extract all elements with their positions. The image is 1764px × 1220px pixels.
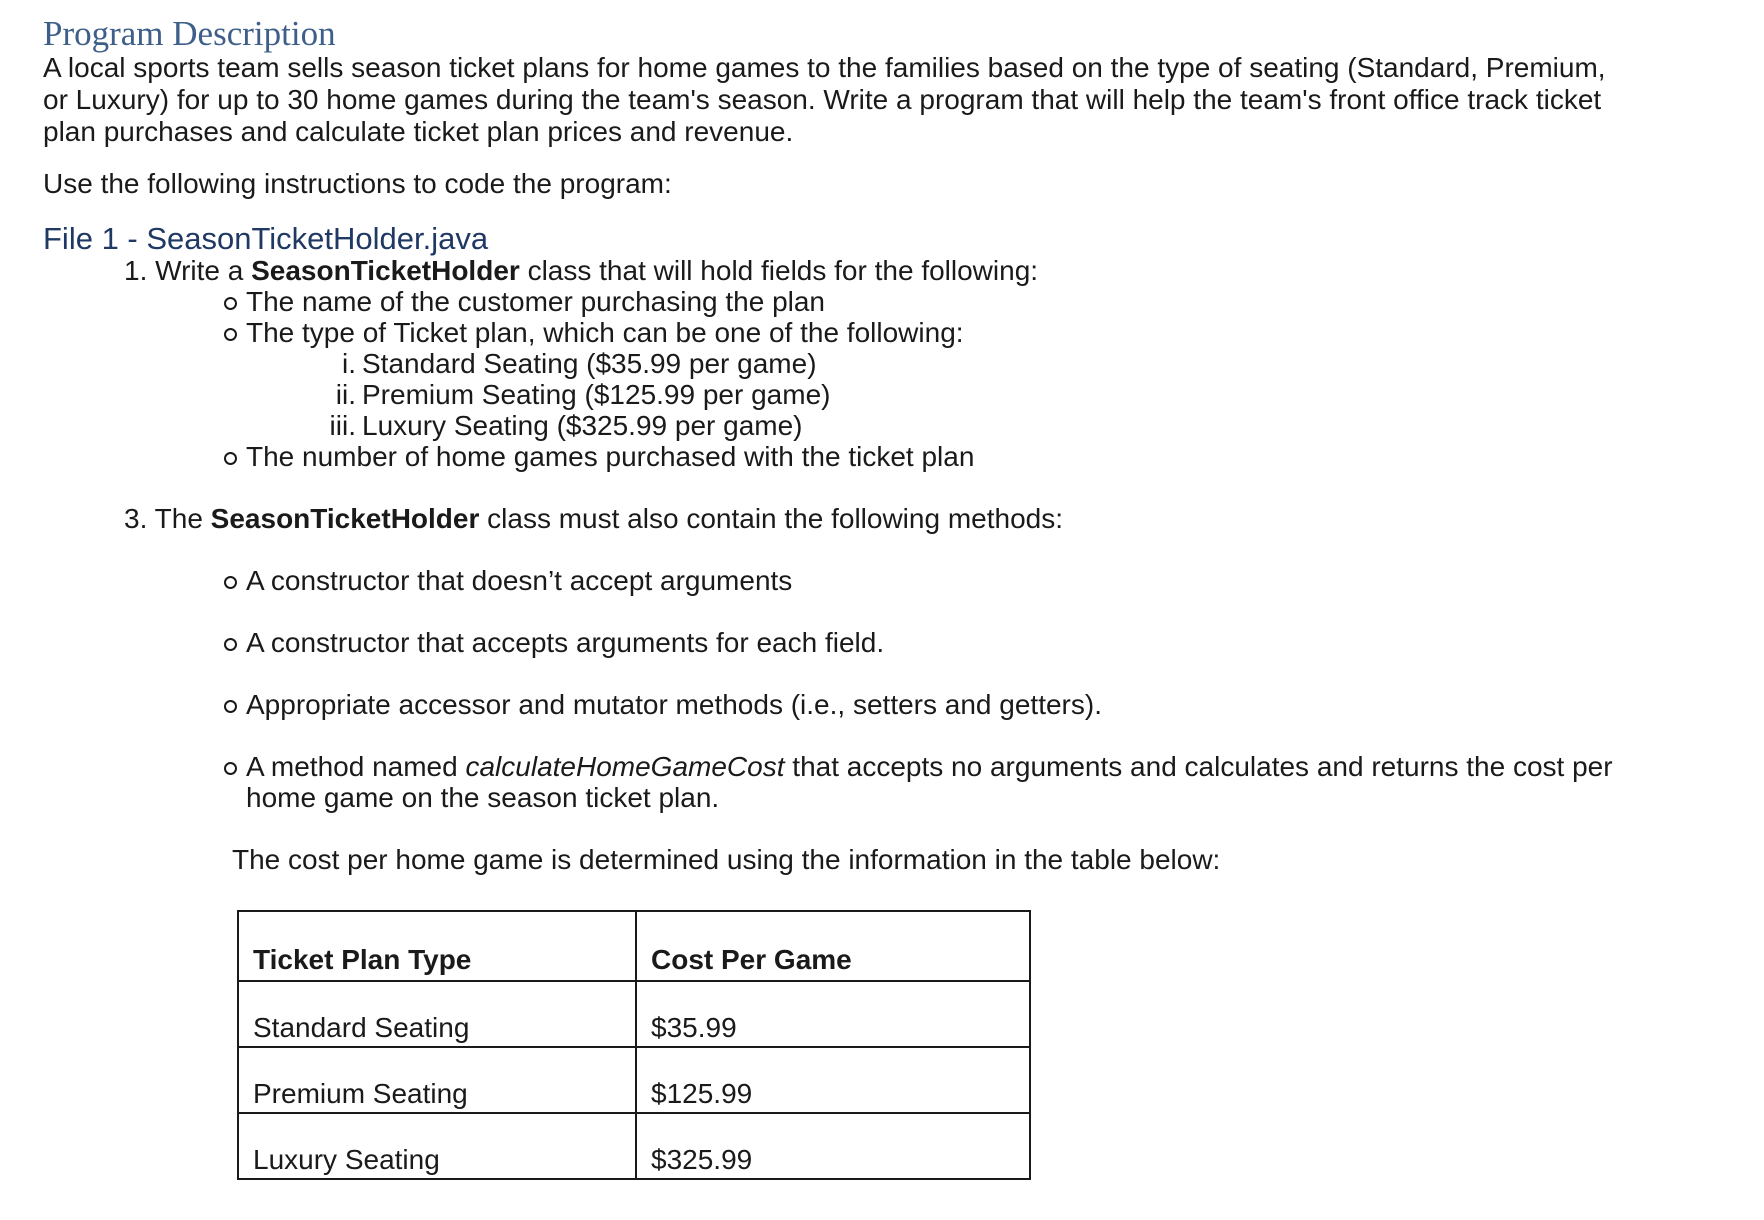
method4-line2: home game on the season ticket plan. [246, 782, 720, 813]
cost-table [237, 910, 1031, 1180]
field-item: The name of the customer purchasing the plan [246, 286, 826, 317]
file-heading: File 1 - SeasonTicketHolder.java [43, 221, 489, 256]
plan-option-text: Standard Seating ($35.99 per game) [362, 348, 817, 379]
table-row [238, 1047, 1030, 1113]
table-intro: The cost per home game is determined using the information in the table below: [232, 844, 1221, 875]
method4-name: calculateHomeGameCost [465, 751, 785, 782]
intro-line: A local sports team sells season ticket plans for home games to the families based on the type of seating (Standard, Premium, [43, 52, 1606, 83]
circle-bullet-icon [224, 762, 237, 775]
intro-line: plan purchases and calculate ticket plan prices and revenue. [43, 116, 794, 147]
intro-line: or Luxury) for up to 30 home games during the team's season. Write a program that will help the team's front office track ticket [43, 84, 1602, 115]
table-header: Ticket Plan Type [238, 911, 636, 981]
table-cell: $325.99 [636, 1113, 1030, 1179]
plan-option-text: Luxury Seating ($325.99 per game) [362, 410, 803, 441]
circle-bullet-icon [224, 700, 237, 713]
table-cell: Luxury Seating [238, 1113, 636, 1179]
item1-suffix: class that will hold fields for the following: [527, 255, 1039, 286]
item3-prefix: The [154, 503, 203, 534]
plan-option-numeral: iii. [329, 410, 356, 441]
table-cell: Standard Seating [238, 981, 636, 1047]
plan-option-numeral: ii. [335, 379, 356, 410]
circle-bullet-icon [224, 452, 237, 465]
item3-number: 3. [124, 503, 148, 534]
table-row [238, 1113, 1030, 1179]
method4-prefix: A method named [246, 751, 458, 782]
item1-line [124, 255, 1038, 287]
table-cell: $125.99 [636, 1047, 1030, 1113]
intro-paragraph [43, 52, 1743, 148]
item1-prefix: Write a [155, 255, 244, 286]
table-cell: Premium Seating [238, 1047, 636, 1113]
plan-option [314, 410, 803, 442]
plan-option [314, 348, 817, 380]
plan-option-text: Premium Seating ($125.99 per game) [362, 379, 831, 410]
page-title: Program Description [43, 14, 336, 53]
item1-number: 1. [124, 255, 148, 286]
item3-suffix: class must also contain the following methods: [487, 503, 1064, 534]
item3-line [124, 503, 1063, 535]
field-item: The number of home games purchased with the ticket plan [246, 441, 975, 472]
circle-bullet-icon [224, 638, 237, 651]
table-row [238, 981, 1030, 1047]
field-item: The type of Ticket plan, which can be one of the following: [246, 317, 964, 348]
item3-class-name: SeasonTicketHolder [210, 503, 480, 534]
circle-bullet-icon [224, 576, 237, 589]
instructions-text: Use the following instructions to code the program: [43, 168, 672, 199]
circle-bullet-icon [224, 297, 237, 310]
table-header: Cost Per Game [636, 911, 1030, 981]
table-cell: $35.99 [636, 981, 1030, 1047]
circle-bullet-icon [224, 328, 237, 341]
table-header-row [238, 911, 1030, 981]
plan-option [314, 379, 830, 411]
plan-option-numeral: i. [342, 348, 356, 379]
method-item: A constructor that doesn’t accept arguments [246, 565, 793, 596]
method-item: Appropriate accessor and mutator methods (i.e., setters and getters). [246, 689, 1102, 720]
method4-suffix: that accepts no arguments and calculates and returns the cost per [792, 751, 1613, 782]
item1-class-name: SeasonTicketHolder [251, 255, 520, 286]
method-item: A constructor that accepts arguments for each field. [246, 627, 885, 658]
method-item-calculate [246, 751, 1613, 783]
